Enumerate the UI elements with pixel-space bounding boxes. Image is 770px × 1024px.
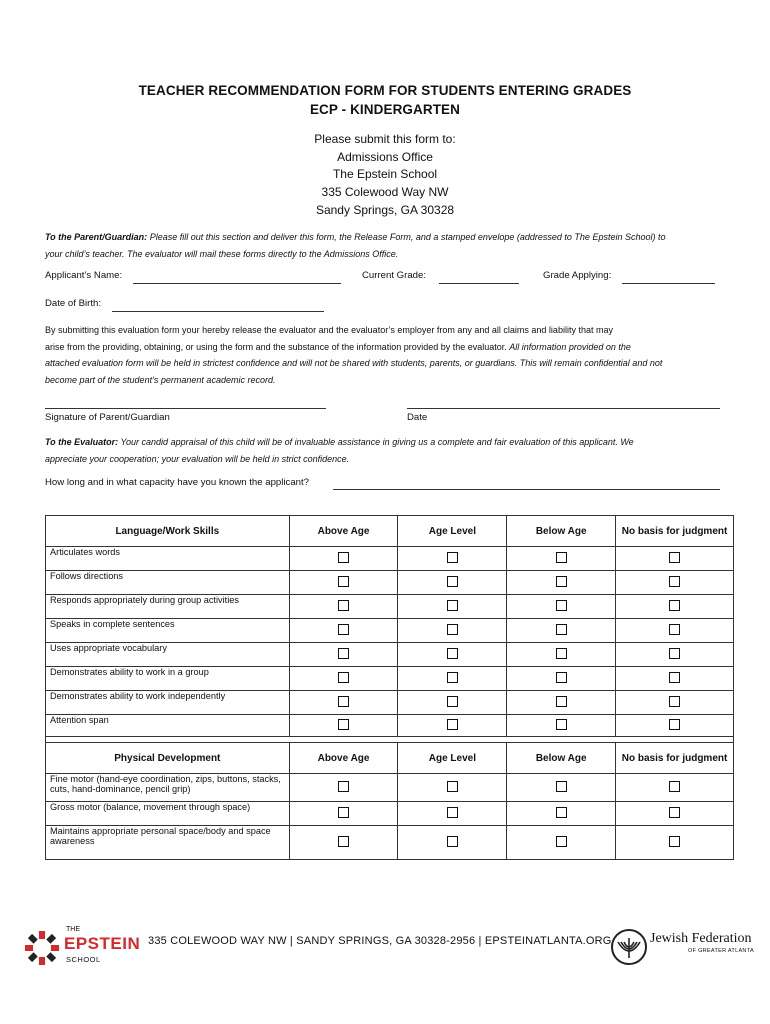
evaluator-instructions-label: To the Evaluator:: [45, 437, 119, 447]
checkbox-cell: [398, 643, 507, 667]
checkbox-cell: [616, 826, 734, 860]
logo-school: SCHOOL: [66, 955, 101, 964]
checkbox-cell: [398, 715, 507, 737]
checkbox-cell: [289, 547, 398, 571]
checkbox-above-age-demonstrates-ability-to-work-i[interactable]: [338, 696, 349, 707]
col-age-level: Age Level: [398, 516, 507, 547]
checkbox-cell: [616, 691, 734, 715]
grade-applying-field[interactable]: [622, 283, 715, 284]
checkbox-cell: [507, 643, 616, 667]
checkbox-above-age-speaks-in-complete-sentences[interactable]: [338, 624, 349, 635]
checkbox-cell: [398, 802, 507, 826]
criterion-label: Fine motor (hand-eye coordination, zips, buttons, stacks, cuts, hand-dominance, pencil grip): [46, 774, 290, 802]
submit-line3: The Epstein School: [332, 167, 438, 181]
checkbox-cell: [616, 643, 734, 667]
table-row: [46, 595, 734, 619]
criterion-label: Maintains appropriate personal space/body and space awareness: [46, 826, 290, 860]
applicant-name-field[interactable]: [133, 283, 341, 284]
checkbox-cell: [289, 826, 398, 860]
criterion-label: Uses appropriate vocabulary: [46, 643, 290, 667]
criterion-label: Responds appropriately during group activities: [46, 595, 290, 619]
signature-date-field[interactable]: [407, 408, 720, 409]
how-long-label: How long and in what capacity have you known the applicant?: [45, 477, 309, 488]
release-line2-italic: All information provided on the: [509, 341, 631, 352]
logo-the: THE: [66, 926, 80, 933]
language-header-row: [46, 516, 734, 547]
release-line3: attached evaluation form will be held in strictest confidence and will not be shared with students, parents, or guardians. This will remain confidential and not: [45, 358, 663, 368]
checkbox-age-level-responds-appropriately-during-[interactable]: [447, 600, 458, 611]
criterion-label: Follows directions: [46, 571, 290, 595]
evaluation-table: [45, 515, 734, 860]
checkbox-cell: [289, 667, 398, 691]
col-above-age: Above Age: [289, 743, 398, 774]
checkbox-above-age-maintains-appropriate-personal[interactable]: [338, 836, 349, 847]
checkbox-cell: [289, 691, 398, 715]
release-line2-plain: arise from the providing, obtaining, or using the form and the substance of the information provided by the evaluator.: [45, 341, 507, 352]
checkbox-age-level-attention-span[interactable]: [447, 719, 458, 730]
checkbox-no-basis-gross-motor-balance-movement-t[interactable]: [669, 807, 680, 818]
checkbox-cell: [289, 571, 398, 595]
table-row: [46, 774, 734, 802]
language-rows: [46, 547, 734, 737]
checkbox-no-basis-demonstrates-ability-to-work-i[interactable]: [669, 672, 680, 683]
dob-field[interactable]: [112, 311, 324, 312]
checkbox-below-age-demonstrates-ability-to-work-i[interactable]: [556, 672, 567, 683]
checkbox-cell: [616, 619, 734, 643]
checkbox-below-age-speaks-in-complete-sentences[interactable]: [556, 624, 567, 635]
footer-address: 335 COLEWOOD WAY NW | SANDY SPRINGS, GA 30328-2956 | EPSTEINATLANTA.ORG: [148, 935, 612, 947]
table-row: [46, 547, 734, 571]
checkbox-age-level-uses-appropriate-vocabulary[interactable]: [447, 648, 458, 659]
checkbox-cell: [398, 595, 507, 619]
parent-instructions-label: To the Parent/Guardian:: [45, 232, 148, 242]
checkbox-cell: [507, 774, 616, 802]
checkbox-cell: [289, 595, 398, 619]
table-row: [46, 667, 734, 691]
checkbox-age-level-follows-directions[interactable]: [447, 576, 458, 587]
release-line1: By submitting this evaluation form your hereby release the evaluator and the evaluator’s employer from any and all claims and liability that may: [45, 325, 613, 335]
col-no-basis: No basis for judgment: [616, 743, 734, 774]
checkbox-no-basis-attention-span[interactable]: [669, 719, 680, 730]
federation-name: Jewish Federation: [650, 931, 752, 946]
criterion-label: Demonstrates ability to work in a group: [46, 667, 290, 691]
checkbox-cell: [507, 715, 616, 737]
checkbox-age-level-gross-motor-balance-movement-t[interactable]: [447, 807, 458, 818]
checkbox-below-age-maintains-appropriate-personal[interactable]: [556, 836, 567, 847]
checkbox-no-basis-maintains-appropriate-personal[interactable]: [669, 836, 680, 847]
checkbox-cell: [398, 571, 507, 595]
criterion-label: Demonstrates ability to work independently: [46, 691, 290, 715]
logo-epstein: EPSTEIN: [64, 934, 141, 953]
checkbox-below-age-follows-directions[interactable]: [556, 576, 567, 587]
checkbox-cell: [507, 691, 616, 715]
col-above-age: Above Age: [289, 516, 398, 547]
col-age-level: Age Level: [398, 743, 507, 774]
checkbox-cell: [507, 667, 616, 691]
epstein-logo-mark: [22, 928, 64, 968]
submit-line2: Admissions Office: [337, 150, 433, 164]
checkbox-cell: [616, 715, 734, 737]
table-row: [46, 643, 734, 667]
language-section-header: Language/Work Skills: [46, 516, 290, 547]
dob-label: Date of Birth:: [45, 298, 101, 309]
submit-line1: Please submit this form to:: [314, 132, 456, 146]
checkbox-below-age-responds-appropriately-during-[interactable]: [556, 600, 567, 611]
parent-instructions-text1: Please fill out this section and deliver this form, the Release Form, and a stamped envelope (addressed to The Epstein School) to: [149, 232, 666, 242]
release-paragraph: [45, 322, 725, 388]
checkbox-above-age-attention-span[interactable]: [338, 719, 349, 730]
checkbox-above-age-uses-appropriate-vocabulary[interactable]: [338, 648, 349, 659]
table-row: [46, 691, 734, 715]
physical-rows: [46, 774, 734, 860]
checkbox-below-age-uses-appropriate-vocabulary[interactable]: [556, 648, 567, 659]
checkbox-no-basis-uses-appropriate-vocabulary[interactable]: [669, 648, 680, 659]
federation-sub: OF GREATER ATLANTA: [688, 948, 754, 954]
current-grade-label: Current Grade:: [362, 270, 426, 281]
submit-line4: 335 Colewood Way NW: [321, 185, 449, 199]
checkbox-below-age-articulates-words[interactable]: [556, 552, 567, 563]
checkbox-above-age-responds-appropriately-during-[interactable]: [338, 600, 349, 611]
checkbox-no-basis-fine-motor-hand-eye-coordinati[interactable]: [669, 781, 680, 792]
checkbox-age-level-fine-motor-hand-eye-coordinati[interactable]: [447, 781, 458, 792]
table-row: [46, 619, 734, 643]
checkbox-above-age-articulates-words[interactable]: [338, 552, 349, 563]
checkbox-cell: [507, 826, 616, 860]
checkbox-age-level-articulates-words[interactable]: [447, 552, 458, 563]
checkbox-cell: [616, 667, 734, 691]
checkbox-cell: [289, 715, 398, 737]
checkbox-cell: [398, 826, 507, 860]
criterion-label: Gross motor (balance, movement through space): [46, 802, 290, 826]
checkbox-cell: [398, 547, 507, 571]
checkbox-cell: [616, 774, 734, 802]
federation-logo-mark: [610, 928, 648, 966]
checkbox-no-basis-responds-appropriately-during-[interactable]: [669, 600, 680, 611]
grade-applying-label: Grade Applying:: [543, 270, 612, 281]
checkbox-cell: [398, 667, 507, 691]
checkbox-cell: [616, 802, 734, 826]
checkbox-cell: [507, 571, 616, 595]
col-below-age: Below Age: [507, 516, 616, 547]
parent-instructions: [45, 229, 725, 262]
checkbox-no-basis-speaks-in-complete-sentences[interactable]: [669, 624, 680, 635]
date-label: Date: [407, 412, 428, 423]
checkbox-no-basis-demonstrates-ability-to-work-i[interactable]: [669, 696, 680, 707]
form-title-line1: TEACHER RECOMMENDATION FORM FOR STUDENTS ENTERING GRADES: [138, 83, 632, 98]
criterion-label: Speaks in complete sentences: [46, 619, 290, 643]
checkbox-above-age-follows-directions[interactable]: [338, 576, 349, 587]
checkbox-no-basis-follows-directions[interactable]: [669, 576, 680, 587]
menorah-icon: [610, 928, 648, 966]
checkbox-age-level-speaks-in-complete-sentences[interactable]: [447, 624, 458, 635]
epstein-mark-icon: [22, 928, 64, 968]
checkbox-age-level-demonstrates-ability-to-work-i[interactable]: [447, 672, 458, 683]
criterion-label: Articulates words: [46, 547, 290, 571]
col-no-basis: No basis for judgment: [616, 516, 734, 547]
checkbox-below-age-gross-motor-balance-movement-t[interactable]: [556, 807, 567, 818]
parent-signature-field[interactable]: [45, 408, 326, 409]
checkbox-cell: [289, 802, 398, 826]
checkbox-cell: [289, 643, 398, 667]
checkbox-below-age-fine-motor-hand-eye-coordinati[interactable]: [556, 781, 567, 792]
table-row: [46, 826, 734, 860]
checkbox-cell: [289, 774, 398, 802]
checkbox-below-age-demonstrates-ability-to-work-i[interactable]: [556, 696, 567, 707]
checkbox-cell: [398, 619, 507, 643]
checkbox-above-age-fine-motor-hand-eye-coordinati[interactable]: [338, 781, 349, 792]
table-row: [46, 571, 734, 595]
how-long-field[interactable]: [333, 489, 720, 490]
submit-line5: Sandy Springs, GA 30328: [315, 203, 455, 217]
physical-header-row: [46, 743, 734, 774]
applicant-name-label: Applicant’s Name:: [45, 270, 123, 281]
current-grade-field[interactable]: [439, 283, 519, 284]
table-row: [46, 802, 734, 826]
checkbox-cell: [289, 619, 398, 643]
evaluator-instructions-text2: appreciate your cooperation; your evaluation will be held in strict confidence.: [45, 453, 350, 464]
table-row: [46, 715, 734, 737]
evaluator-instructions-text1: Your candid appraisal of this child will be of invaluable assistance in giving us a complete and fair evaluation of this applicant. We: [120, 437, 634, 447]
release-line4: become part of the student’s permanent academic record.: [45, 374, 276, 385]
checkbox-below-age-attention-span[interactable]: [556, 719, 567, 730]
form-title-line2: ECP - KINDERGARTEN: [309, 102, 461, 117]
col-below-age: Below Age: [507, 743, 616, 774]
checkbox-cell: [398, 774, 507, 802]
criterion-label: Attention span: [46, 715, 290, 737]
checkbox-cell: [616, 571, 734, 595]
parent-instructions-text2: your child’s teacher. The evaluator will mail these forms directly to the Admissions Office.: [45, 248, 399, 259]
physical-section-header: Physical Development: [46, 743, 290, 774]
checkbox-cell: [398, 691, 507, 715]
checkbox-above-age-gross-motor-balance-movement-t[interactable]: [338, 807, 349, 818]
checkbox-no-basis-articulates-words[interactable]: [669, 552, 680, 563]
checkbox-cell: [507, 802, 616, 826]
checkbox-cell: [507, 619, 616, 643]
checkbox-cell: [507, 547, 616, 571]
checkbox-age-level-maintains-appropriate-personal[interactable]: [447, 836, 458, 847]
checkbox-cell: [507, 595, 616, 619]
checkbox-above-age-demonstrates-ability-to-work-i[interactable]: [338, 672, 349, 683]
evaluator-instructions: [45, 434, 725, 467]
signature-label: Signature of Parent/Guardian: [45, 412, 170, 423]
checkbox-cell: [616, 547, 734, 571]
checkbox-cell: [616, 595, 734, 619]
checkbox-age-level-demonstrates-ability-to-work-i[interactable]: [447, 696, 458, 707]
